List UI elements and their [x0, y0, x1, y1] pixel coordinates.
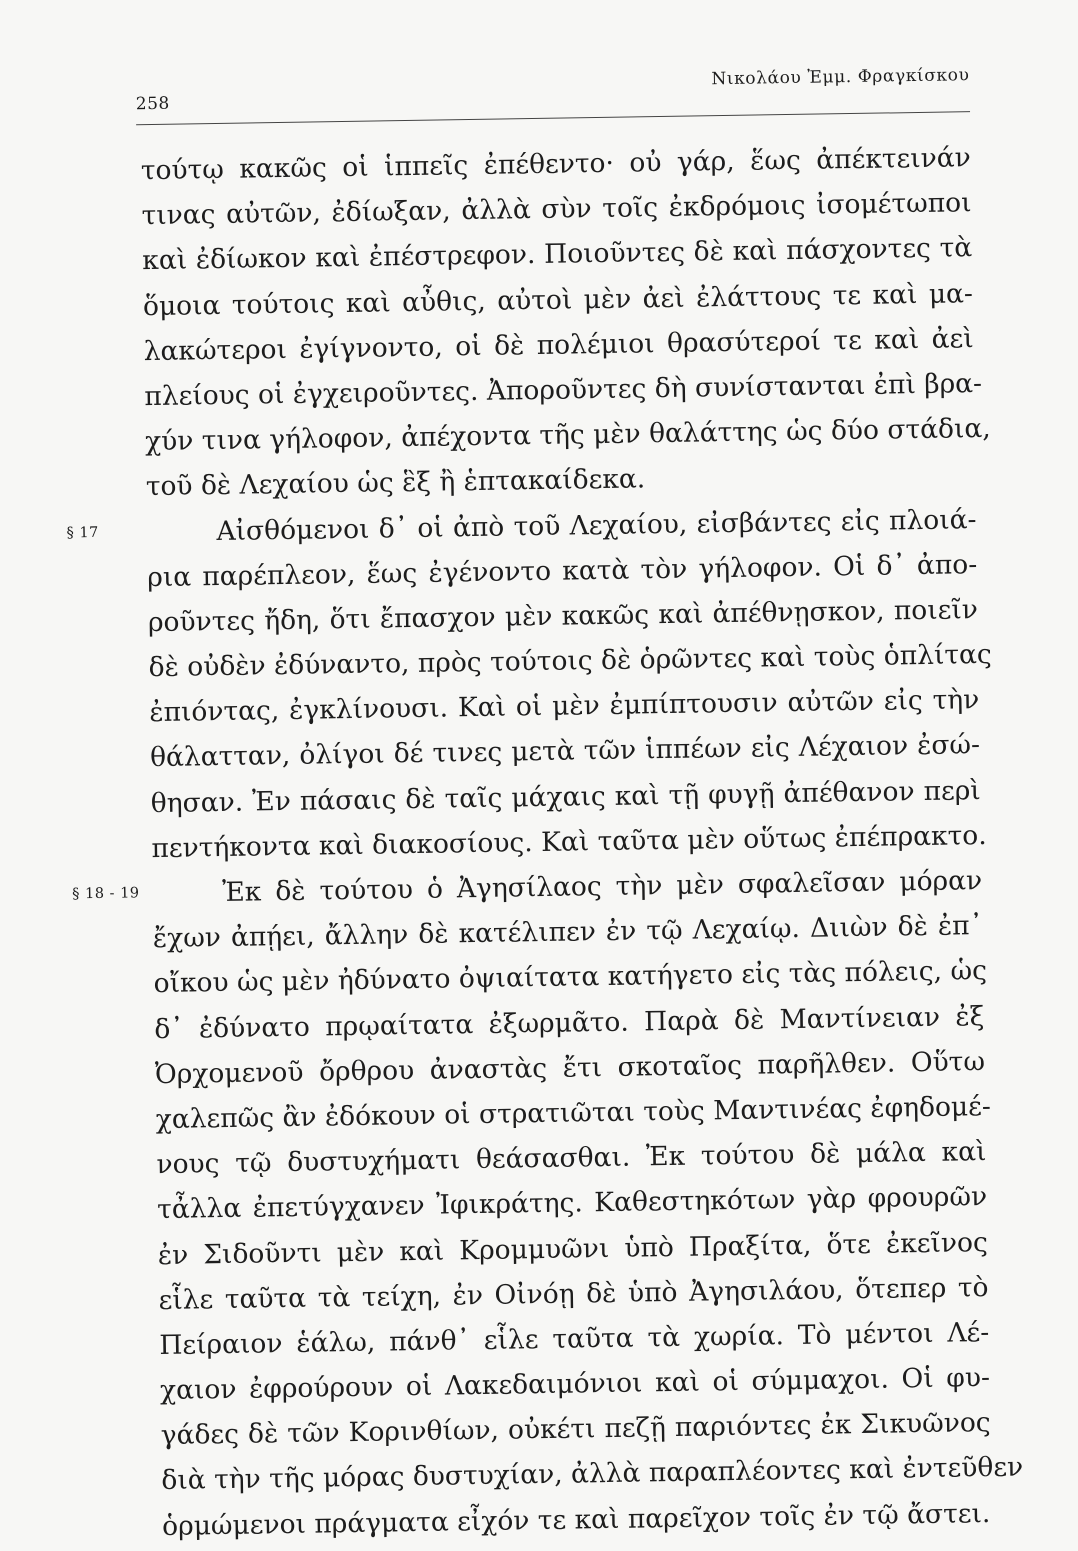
text-line: ὅμοια τούτοις καὶ αὖθις, αὐτοὶ μὲν ἀεὶ ἐλάττους τε καὶ μα-: [142, 277, 974, 322]
text-line: οἴκου ὡς μὲν ἠδύνατο ὀψιαίτατα κατήγετο εἰς τὰς πόλεις, ὡς: [153, 955, 988, 1000]
text-line: πλείους οἱ ἐγχειροῦντες. Ἀποροῦντες δὴ συνίστανται ἐπὶ βρα-: [144, 367, 983, 413]
text-line: ροῦντες ἤδη, ὅτι ἔπασχον μὲν κακῶς καὶ ἀπέθνῃσκον, ποιεῖν: [147, 593, 979, 639]
body-text: [66, 135, 1024, 1549]
text-line: λακώτεροι ἐγίγνοντο, οἱ δὲ πολέμιοι θρασύτεροί τε καὶ ἀεὶ: [143, 322, 974, 367]
text-line: πεντήκοντα καὶ διακοσίους. Καὶ ταῦτα μὲν οὕτως ἐπέπρακτο.: [151, 819, 987, 864]
page-number: 258: [135, 93, 170, 115]
text-line: Αἰσθόμενοι δ᾽ οἱ ἀπὸ τοῦ Λεχαίου, εἰσβάντες εἰς πλοιά-: [216, 503, 977, 547]
text-line: ἐν Σιδοῦντι μὲν καὶ Κρομμυῶνι ὑπὸ Πραξίτα, ὅτε ἐκεῖνος: [157, 1226, 989, 1271]
text-line: τοῦ δὲ Λεχαίου ὡς ἓξ ἢ ἑπτακαίδεκα.: [145, 463, 646, 503]
text-line: τινας αὐτῶν, ἐδίωξαν, ἀλλὰ σὺν τοῖς ἐκδρόμοις ἰσομέτωποι: [141, 187, 972, 232]
text-line: δ᾽ ἐδύνατο πρῳαίτατα ἐξωρμᾶτο. Παρὰ δὲ Μαντίνειαν ἐξ: [154, 1000, 985, 1045]
text-line: ὁρμώμενοι πράγματα εἶχόν τε καὶ παρεῖχον τοῖς ἐν τῷ ἄστει.: [161, 1497, 991, 1542]
text-line: Ἐκ δὲ τούτου ὁ Ἀγησίλαος τὴν μὲν σφαλεῖσαν μόραν: [221, 865, 983, 909]
text-line: ἔχων ἀπῄει, ἄλλην δὲ κατέλιπεν ἐν τῷ Λεχαίῳ. Διιὼν δὲ ἐπ᾽: [152, 910, 984, 955]
running-head: Νικολάου Ἐμμ. Φραγκίσκου: [711, 65, 970, 90]
text-line: εἷλε ταῦτα τὰ τείχη, ἐν Οἰνόῃ δὲ ὑπὸ Ἀγησιλάου, ὅτεπερ τὸ: [158, 1271, 989, 1316]
section-marker: § 18 - 19: [72, 885, 140, 903]
text-line: καὶ ἐδίωκον καὶ ἐπέστρεφον. Ποιοῦντες δὲ καὶ πάσχοντες τὰ: [142, 232, 973, 277]
text-line: ρια παρέπλεον, ἕως ἐγένοντο κατὰ τὸν γήλοφον. Οἱ δ᾽ ἀπο-: [146, 548, 978, 593]
text-line: χύν τινα γήλοφον, ἀπέχοντα τῆς μὲν θαλάττης ὡς δύο στάδια,: [144, 413, 991, 458]
text-line: χαλεπῶς ἂν ἐδόκουν οἱ στρατιῶται τοὺς Μαντινέας ἐφηδομέ-: [155, 1090, 992, 1136]
header-rule: [136, 111, 970, 125]
section-marker: § 17: [66, 524, 99, 541]
text-line: θάλατταν, ὀλίγοι δέ τινες μετὰ τῶν ἱππέων εἰς Λέχαιον ἐσώ-: [149, 729, 981, 774]
text-line: ἐπιόντας, ἐγκλίνουσι. Καὶ οἱ μὲν ἐμπίπτουσιν αὐτῶν εἰς τὴν: [149, 684, 980, 729]
text-line: γάδες δὲ τῶν Κορινθίων, οὐκέτι πεζῇ παριόντες ἐκ Σικυῶνος: [160, 1407, 991, 1452]
text-line: Πείραιον ἑάλω, πάνθ᾽ εἷλε ταῦτα τὰ χωρία. Τὸ μέντοι Λέ-: [159, 1316, 990, 1361]
page-header: [135, 53, 970, 126]
text-line: θησαν. Ἐν πάσαις δὲ ταῖς μάχαις καὶ τῇ φυγῇ ἀπέθανον περὶ: [150, 774, 981, 819]
text-line: διὰ τὴν τῆς μόρας δυστυχίαν, ἀλλὰ παραπλέοντες καὶ ἐντεῦθεν: [161, 1451, 1024, 1497]
text-line: δὲ οὐδὲν ἐδύναντο, πρὸς τούτοις δὲ ὁρῶντες καὶ τοὺς ὁπλίτας: [148, 638, 992, 684]
text-line: χαιον ἐφρούρουν οἱ Λακεδαιμόνιοι καὶ οἱ σύμμαχοι. Οἱ φυ-: [159, 1362, 991, 1407]
text-line: Ὀρχομενοῦ ὄρθρου ἀναστὰς ἔτι σκοταῖος παρῆλθεν. Οὕτω: [154, 1045, 986, 1090]
text-line: τούτῳ κακῶς οἱ ἱππεῖς ἐπέθεντο· οὐ γάρ, ἕως ἀπέκτεινάν: [140, 142, 971, 187]
text-line: νους τῷ δυστυχήματι θεάσασθαι. Ἐκ τούτου δὲ μάλα καὶ: [156, 1136, 987, 1181]
text-line: τἆλλα ἐπετύγχανεν Ἰφικράτης. Καθεστηκότων γὰρ φρουρῶν: [156, 1181, 988, 1226]
